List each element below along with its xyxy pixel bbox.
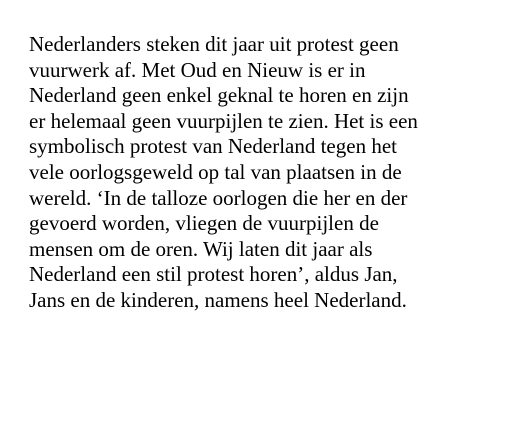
paragraph-line: symbolisch protest van Nederland tegen het bbox=[29, 134, 397, 159]
paragraph-line: gevoerd worden, vliegen de vuurpijlen de bbox=[29, 211, 379, 236]
paragraph-line: wereld. ‘In de talloze oorlogen die her en der bbox=[29, 185, 408, 210]
paragraph-line: Nederland geen enkel geknal te horen en zijn bbox=[29, 83, 409, 108]
paragraph-line: vuurwerk af. Met Oud en Nieuw is er in bbox=[29, 57, 366, 82]
body-paragraph bbox=[29, 32, 418, 314]
paragraph-line: Nederland een stil protest horen’, aldus Jan, bbox=[29, 262, 398, 287]
paragraph-line: er helemaal geen vuurpijlen te zien. Het is een bbox=[29, 108, 418, 133]
paragraph-line: mensen om de oren. Wij laten dit jaar als bbox=[29, 236, 373, 261]
paragraph-line: Jans en de kinderen, namens heel Nederland. bbox=[29, 287, 407, 312]
paragraph-line: Nederlanders steken dit jaar uit protest geen bbox=[29, 32, 399, 56]
paragraph-line: vele oorlogsgeweld op tal van plaatsen in de bbox=[29, 159, 402, 184]
